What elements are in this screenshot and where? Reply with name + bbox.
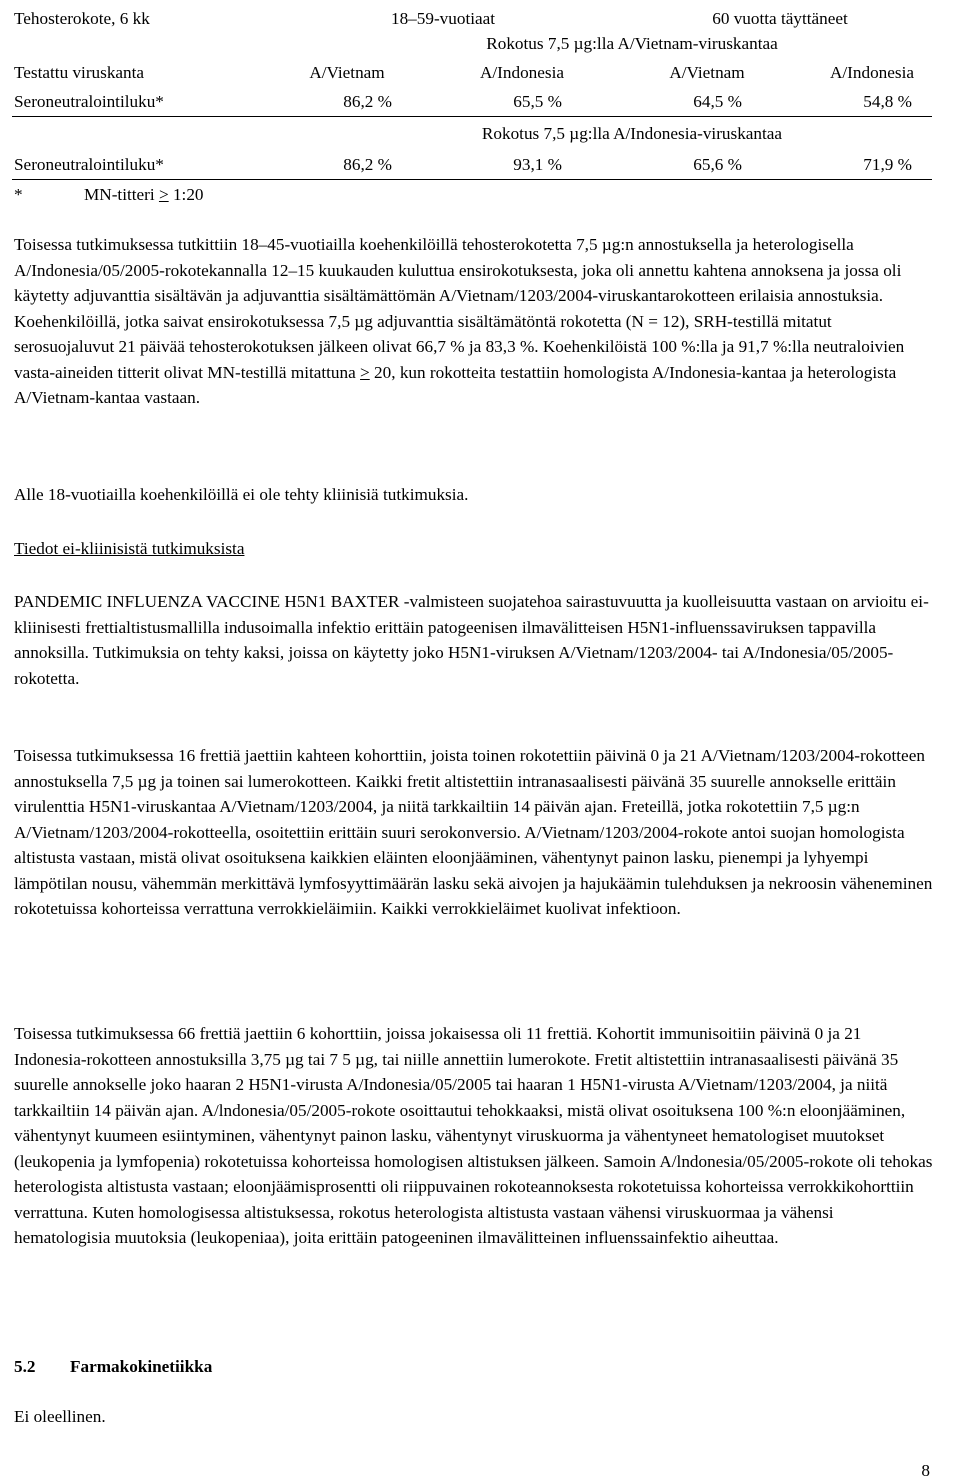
vaccine-label-vietnam: Rokotus 7,5 µg:lla A/Vietnam-viruskantaa xyxy=(486,34,778,53)
paragraph-nonclinical-intro: PANDEMIC INFLUENZA VACCINE H5N1 BAXTER -valmisteen suojatehoa sairastuvuutta ja kuolleisuutta vastaan on arvioitu ei-kliinisesti frettialtistusmallilla indusoimalla infektio erittäin patogeenisen ilmavälitteisen H5N1-influenssaviruksen tappavilla annoksilla. Tutkimuksia on tehty kaksi, joissa on käytetty joko H5N1-viruksen A/Vietnam/1203/2004- tai A/Indonesia/05/2005-rokotetta. xyxy=(14,592,929,688)
page-number: 8 xyxy=(921,1461,930,1480)
paragraph-pharmacokinetics: Ei oleellinen. xyxy=(14,1407,106,1426)
strain-cell: A/Indonesia xyxy=(829,63,914,82)
value-cell: 86,2 % xyxy=(343,92,392,111)
paragraph-ferret-study-2: Toisessa tutkimuksessa 66 frettiä jaettiin 6 kohorttiin, joissa jokaisessa oli 11 frettiä. Kohortit immunisoitiin päivinä 0 ja 21 Indonesia-rokotteen annostuksilla 3,75 µg tai 7 5 µg, tai niille annettiin lumerokote. Fretit altistettiin intranasaalisesti päivänä 35 suurelle annokselle joko haaran 2 H5N1-virusta A/Indonesia/05/2005 tai haaran 1 H5N1-virusta A/Vietnam/1203/2004, ja niitä tarkkailtiin 14 päivän ajan. A/lndonesia/05/2005-rokote osoittautui tehokkaaksi, mistä olivat osoituksena 100 %:n eloonjääminen, vähentynyt kuumeen esiintyminen, vähentynyt painon lasku, vähentynyt viruskuorma ja vähentyneet hematologiset muutokset (leukopenia ja lymfopenia) rokotetuissa kohorteissa homologisen altistuksen jälkeen. Samoin A/lndonesia/05/2005-rokote oli tehokas heterologista altistusta vastaan; eloonjäämisprosentti oli riippuvainen rokoteannoksesta rokotetuissa kohorteissa verrokkikohorttiin verrattuna. Kuten homologisessa altistuksessa, rokotus heterologista altistusta vastaan vähensi viruskuormaa ja vähensi hematologisia muutoksia (leukopeniaa), joita erittäin patogeeninen ilmavälitteinen influenssainfektio aiheuttaa. xyxy=(14,1024,933,1247)
strain-cell: A/Vietnam xyxy=(309,63,385,82)
group-header-60plus: 60 vuotta täyttäneet xyxy=(712,9,848,28)
footnote-star: * xyxy=(14,185,23,204)
value-cell: 65,5 % xyxy=(513,92,562,111)
section-heading: 5.2 Farmakokinetiikka xyxy=(14,1357,213,1376)
table-footnote xyxy=(12,180,932,209)
header-left: Tehosterokote, 6 kk xyxy=(14,9,150,28)
strain-row xyxy=(12,58,932,87)
seroneut-label: Seroneutralointiluku* xyxy=(14,155,164,174)
footnote-text: MN-titteri > 1:20 xyxy=(84,185,204,204)
strain-label: Testattu viruskanta xyxy=(14,63,145,82)
value-cell: 65,6 % xyxy=(693,155,742,174)
strain-cell: A/Vietnam xyxy=(669,63,745,82)
value-cell: 71,9 % xyxy=(863,155,912,174)
paragraph-ferret-study-1: Toisessa tutkimuksessa 16 frettiä jaettiin kahteen kohorttiin, joista toinen rokotettiin päivinä 0 ja 21 A/Vietnam/1203/2004-rokotteen annostuksella 7,5 µg ja toinen sai lumerokotteen. Kaikki fretit altistettiin intranasaalisesti päivänä 35 suurelle annokselle erittäin virulenttia H5N1-viruskantaa A/Vietnam/1203/2004, ja niitä tarkkailtiin 14 päivän ajan. Freteillä, jotka rokotettiin 7,5 µg:n A/Vietnam/1203/2004-rokotteella, osoitettiin erittäin suuri serokonversio. A/Vietnam/1203/2004-rokote antoi suojan homologista altistusta vastaan, mistä olivat osoituksena kaikkien eläinten eloonjääminen, vähentynyt painon lasku, pienempi ja lyhyempi lämpötilan nousu, vähemmän merkittävä lymfosyyttimäärän lasku sekä aivojen ja hajukäämin tulehduksen ja nekroosin väheneminen rokotetuissa kohorteissa verrattuna verrokkieläimiin. Kaikki verrokkieläimet kuolivat infektioon. xyxy=(14,746,933,918)
seroneut-row-1 xyxy=(12,87,932,117)
value-cell: 54,8 % xyxy=(863,92,912,111)
vaccine-row-indonesia xyxy=(12,117,932,150)
vaccine-label-indonesia: Rokotus 7,5 µg:lla A/Indonesia-viruskantaa xyxy=(481,124,783,143)
value-cell: 93,1 % xyxy=(513,155,562,174)
value-cell: 64,5 % xyxy=(693,92,742,111)
group-header-18-59: 18–59-vuotiaat xyxy=(390,9,496,28)
paragraph-under-18: Alle 18-vuotiailla koehenkilöillä ei ole tehty kliinisiä tutkimuksia. xyxy=(14,485,469,504)
strain-cell: A/Indonesia xyxy=(479,63,564,82)
seroneut-row-2 xyxy=(12,150,932,180)
results-table xyxy=(12,4,932,209)
seroneut-label: Seroneutralointiluku* xyxy=(14,92,164,111)
paragraph-booster-study: Toisessa tutkimuksessa tutkittiin 18–45-vuotiailla koehenkilöillä tehosterokotetta 7,5 µg:n annostuksella ja heterologisella A/Indonesia/05/2005-rokotekannalla 12–15 kuukauden kuluttua ensirokotuksesta, joka oli annettu kahtena annoksena ja jossa oli käytetty adjuvanttia sisältävän ja adjuvanttia sisältämättömän A/Vietnam/1203/2004-viruskantarokotteen erilaisia annostuksia. Koehenkilöillä, jotka saivat ensirokotuksessa 7,5 µg adjuvanttia sisältämätöntä rokotetta (N = 12), SRH-testillä mitatut serosuojaluvut 21 päivää tehosterokotuksen jälkeen olivat 66,7 % ja 83,3 %. Koehenkilöistä 100 %:lla ja 91,7 %:lla neutraloivien vasta-aineiden titterit olivat MN-testillä mitattuna > 20, kun rokotteita testattiin homologista A/Indonesia-kantaa ja heterologista A/Vietnam-kantaa vastaan. xyxy=(14,235,905,407)
value-cell: 86,2 % xyxy=(343,155,392,174)
vaccine-row-vietnam xyxy=(12,29,932,58)
subheading-nonclinical: Tiedot ei-kliinisistä tutkimuksista xyxy=(14,539,245,558)
